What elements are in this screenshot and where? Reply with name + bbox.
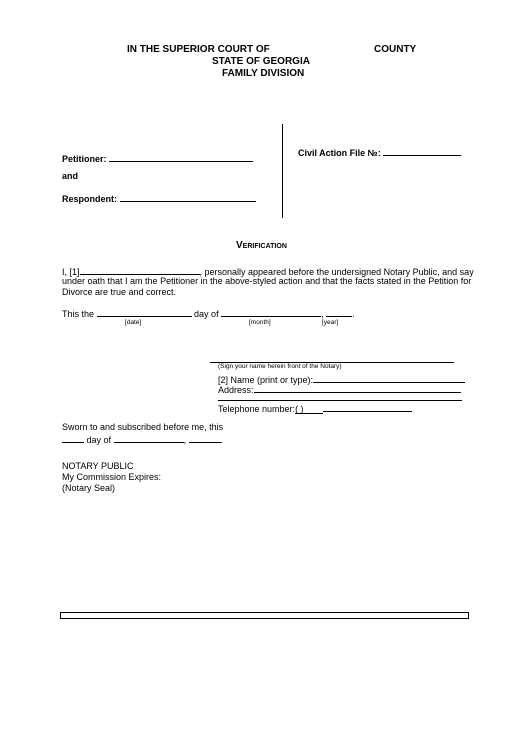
date-caption: [date] bbox=[125, 319, 142, 326]
respondent-field[interactable] bbox=[120, 192, 256, 202]
day-of-label: day of bbox=[194, 309, 219, 319]
address-row bbox=[218, 383, 461, 395]
commission-expires-label: My Commission Expires: bbox=[62, 472, 162, 482]
state-heading: STATE OF GEORGIA bbox=[212, 56, 310, 67]
sworn-day-of-label: day of bbox=[86, 435, 112, 445]
petitioner-field[interactable] bbox=[109, 152, 253, 162]
county-label: COUNTY bbox=[374, 44, 417, 55]
sworn-line-1: Sworn to and subscribed before me, this bbox=[62, 422, 224, 432]
sworn-line-2 bbox=[62, 433, 223, 445]
sworn-month-field[interactable] bbox=[114, 433, 184, 443]
telephone-label: Telephone number: bbox=[218, 404, 296, 414]
respondent-label: Respondent: bbox=[62, 194, 117, 204]
body-line-1-prefix: I, [1] bbox=[62, 267, 80, 277]
body-line-2: under oath that I am the Petitioner in the above-styled action and that the facts stated in the Petition for bbox=[62, 276, 472, 286]
court-heading: IN THE SUPERIOR COURT OF bbox=[127, 44, 270, 55]
date-line: This the day of , . bbox=[62, 309, 355, 319]
civil-action-row bbox=[298, 146, 461, 158]
body-line-3: Divorce are true and correct. bbox=[62, 287, 177, 297]
phone-number-field[interactable] bbox=[323, 402, 412, 412]
body-line-1-suffix: , personally appeared before the undersigned Notary Public, and say bbox=[199, 267, 474, 277]
date-field[interactable] bbox=[97, 307, 192, 317]
sworn-comma: , bbox=[183, 435, 187, 445]
address-line-2[interactable] bbox=[218, 400, 462, 401]
petitioner-row bbox=[62, 152, 253, 164]
name-label: [2] Name (print or type): bbox=[218, 375, 314, 385]
caption-divider bbox=[282, 124, 283, 218]
and-label: and bbox=[62, 171, 79, 181]
address-label: Address: bbox=[218, 385, 254, 395]
this-the-label: This the bbox=[62, 309, 95, 319]
petitioner-label: Petitioner: bbox=[62, 154, 107, 164]
civil-action-label: Civil Action File №: bbox=[298, 148, 381, 158]
civil-action-field[interactable] bbox=[383, 146, 461, 156]
month-caption: [month] bbox=[249, 319, 271, 326]
sworn-day-field[interactable] bbox=[62, 433, 84, 443]
phone-parens: ( ) bbox=[295, 404, 304, 414]
year-caption: [year] bbox=[322, 319, 339, 326]
notary-seal-label: (Notary Seal) bbox=[62, 483, 116, 493]
phone-area-field[interactable] bbox=[295, 404, 323, 414]
division-heading: FAMILY DIVISION bbox=[222, 68, 305, 79]
sign-caption: (Sign your name herein front of the Notary) bbox=[218, 363, 342, 370]
notary-public-label: NOTARY PUBLIC bbox=[62, 461, 134, 471]
month-field[interactable] bbox=[221, 307, 321, 317]
sworn-year-field[interactable] bbox=[189, 433, 221, 443]
year-field[interactable] bbox=[326, 307, 352, 317]
address-field[interactable] bbox=[254, 383, 461, 393]
sworn-period: . bbox=[220, 435, 224, 445]
respondent-row bbox=[62, 192, 256, 204]
affiant-name-field[interactable] bbox=[80, 265, 200, 275]
date-period: . bbox=[352, 309, 355, 319]
document-title: Verification bbox=[236, 240, 287, 251]
telephone-row bbox=[218, 402, 412, 414]
footer-box bbox=[60, 612, 469, 619]
name-field[interactable] bbox=[313, 373, 465, 383]
